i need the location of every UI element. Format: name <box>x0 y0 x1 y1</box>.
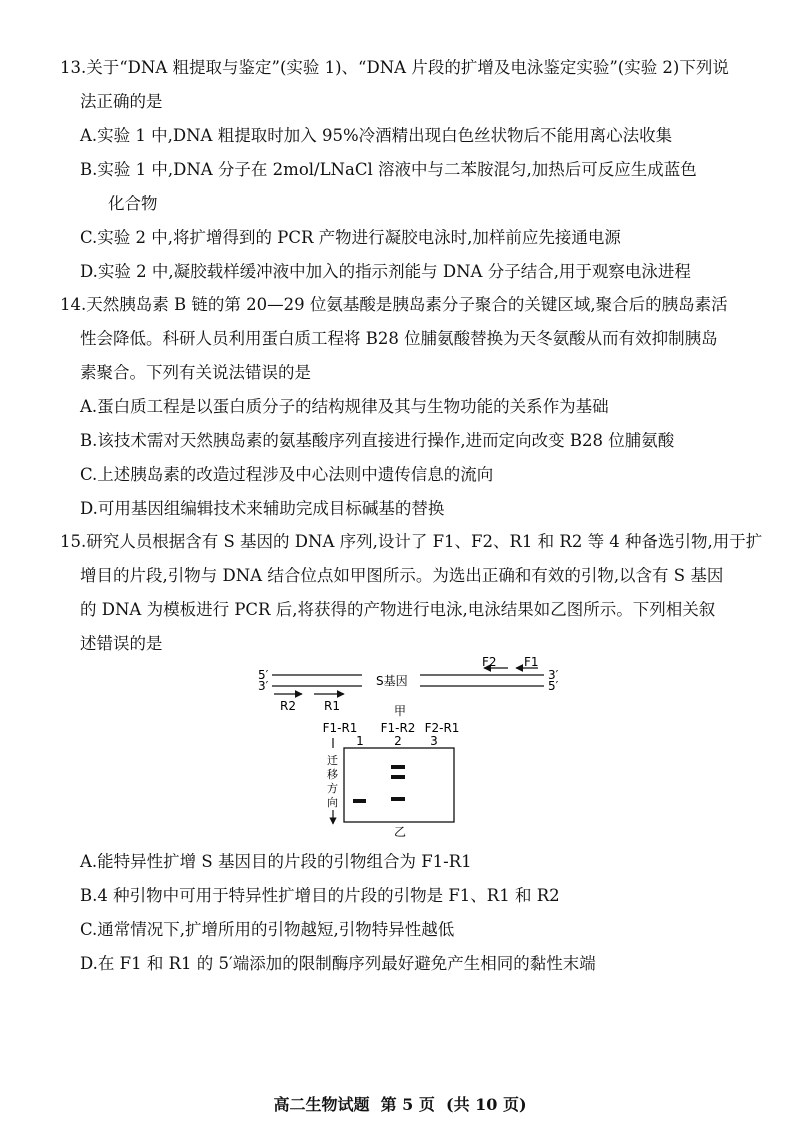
q14-stem-line2: 性会降低。科研人员利用蛋白质工程将 B28 位脯氨酸替换为天冬氨酸从而有效抑制胰岛 <box>80 329 718 348</box>
q15-stem-line1: 15.研究人员根据含有 S 基因的 DNA 序列,设计了 F1、F2、R1 和 R2 等 4 种备选引物,用于扩 <box>60 532 763 551</box>
figure-yi-caption: 乙 <box>394 825 407 839</box>
q14-stem-line1: 14.天然胰岛素 B 链的第 20—29 位氨基酸是胰岛素分子聚合的关键区域,聚合后的胰岛素活 <box>60 295 728 314</box>
lane-2-band-3 <box>391 797 405 801</box>
lane-2-combo: F1-R2 <box>380 721 416 735</box>
gel-frame <box>344 748 454 822</box>
q15-option-b: B.4 种引物中可用于特异性扩增目的片段的引物是 F1、R1 和 R2 <box>80 886 560 905</box>
primer-f1-label: F1 <box>524 655 539 669</box>
figure <box>240 652 580 842</box>
figure-yi <box>323 721 460 839</box>
q13-option-d: D.实验 2 中,凝胶载样缓冲液中加入的指示剂能与 DNA 分子结合,用于观察电泳进程 <box>80 262 691 281</box>
lane-3-number: 3 <box>430 734 438 748</box>
primer-r2-label: R2 <box>280 699 296 713</box>
left-bottom-end-label: 3′ <box>258 679 269 693</box>
q13-stem-line1: 13.关于“DNA 粗提取与鉴定”(实验 1)、“DNA 片段的扩增及电泳鉴定实验”(实验 2)下列说 <box>60 58 729 77</box>
q13-option-a: A.实验 1 中,DNA 粗提取时加入 95%冷酒精出现白色丝状物后不能用离心法收集 <box>80 126 673 145</box>
lane-2-band-2 <box>391 775 405 779</box>
direction-char-1: 迁 <box>327 754 338 767</box>
lane-1-number: 1 <box>356 734 364 748</box>
direction-char-4: 向 <box>327 796 338 809</box>
primer-f2-label: F2 <box>482 655 497 669</box>
figure-jia <box>258 655 559 718</box>
direction-char-3: 方 <box>327 782 338 795</box>
direction-char-2: 移 <box>327 768 338 781</box>
q13-option-b-line2: 化合物 <box>108 194 158 213</box>
q14-option-b: B.该技术需对天然胰岛素的氨基酸序列直接进行操作,进而定向改变 B28 位脯氨酸 <box>80 431 675 450</box>
right-top-end-label: 3′ <box>548 668 559 682</box>
lane-1-band-1 <box>353 799 366 803</box>
gene-label: S基因 <box>376 674 408 688</box>
right-bottom-end-label: 5′ <box>548 679 559 693</box>
q15-stem-line3: 的 DNA 为模板进行 PCR 后,将获得的产物进行电泳,电泳结果如乙图所示。下列相关叙 <box>80 600 716 619</box>
lane-1-combo: F1-R1 <box>322 721 358 735</box>
q14-option-c: C.上述胰岛素的改造过程涉及中心法则中遗传信息的流向 <box>80 465 494 484</box>
lane-3-combo: F2-R1 <box>424 721 460 735</box>
q13-stem-line2: 法正确的是 <box>80 92 163 111</box>
lane-2-number: 2 <box>394 734 402 748</box>
page-footer: 高二生物试题 第 5 页 (共 10 页) <box>273 1095 527 1114</box>
lane-2-band-1 <box>391 765 405 769</box>
q15-option-d: D.在 F1 和 R1 的 5′端添加的限制酶序列最好避免产生相同的黏性末端 <box>80 954 596 973</box>
q14-stem-line3: 素聚合。下列有关说法错误的是 <box>80 363 311 382</box>
q15-stem-line4: 述错误的是 <box>80 634 163 653</box>
q14-option-d: D.可用基因组编辑技术来辅助完成目标碱基的替换 <box>80 499 445 518</box>
figure-jia-caption: 甲 <box>394 704 407 718</box>
primer-r1-label: R1 <box>324 699 340 713</box>
q13-option-c: C.实验 2 中,将扩增得到的 PCR 产物进行凝胶电泳时,加样前应先接通电源 <box>80 228 621 247</box>
q15-option-c: C.通常情况下,扩增所用的引物越短,引物特异性越低 <box>80 920 455 939</box>
q15-stem-line2: 增目的片段,引物与 DNA 结合位点如甲图所示。为选出正确和有效的引物,以含有 S 基因 <box>80 566 724 585</box>
q14-option-a: A.蛋白质工程是以蛋白质分子的结构规律及其与生物功能的关系作为基础 <box>80 397 609 416</box>
left-top-end-label: 5′ <box>258 668 269 682</box>
q13-option-b-line1: B.实验 1 中,DNA 分子在 2mol/LNaCl 溶液中与二苯胺混匀,加热后可反应生成蓝色 <box>80 160 697 179</box>
q15-option-a: A.能特异性扩增 S 基因目的片段的引物组合为 F1-R1 <box>80 852 472 871</box>
